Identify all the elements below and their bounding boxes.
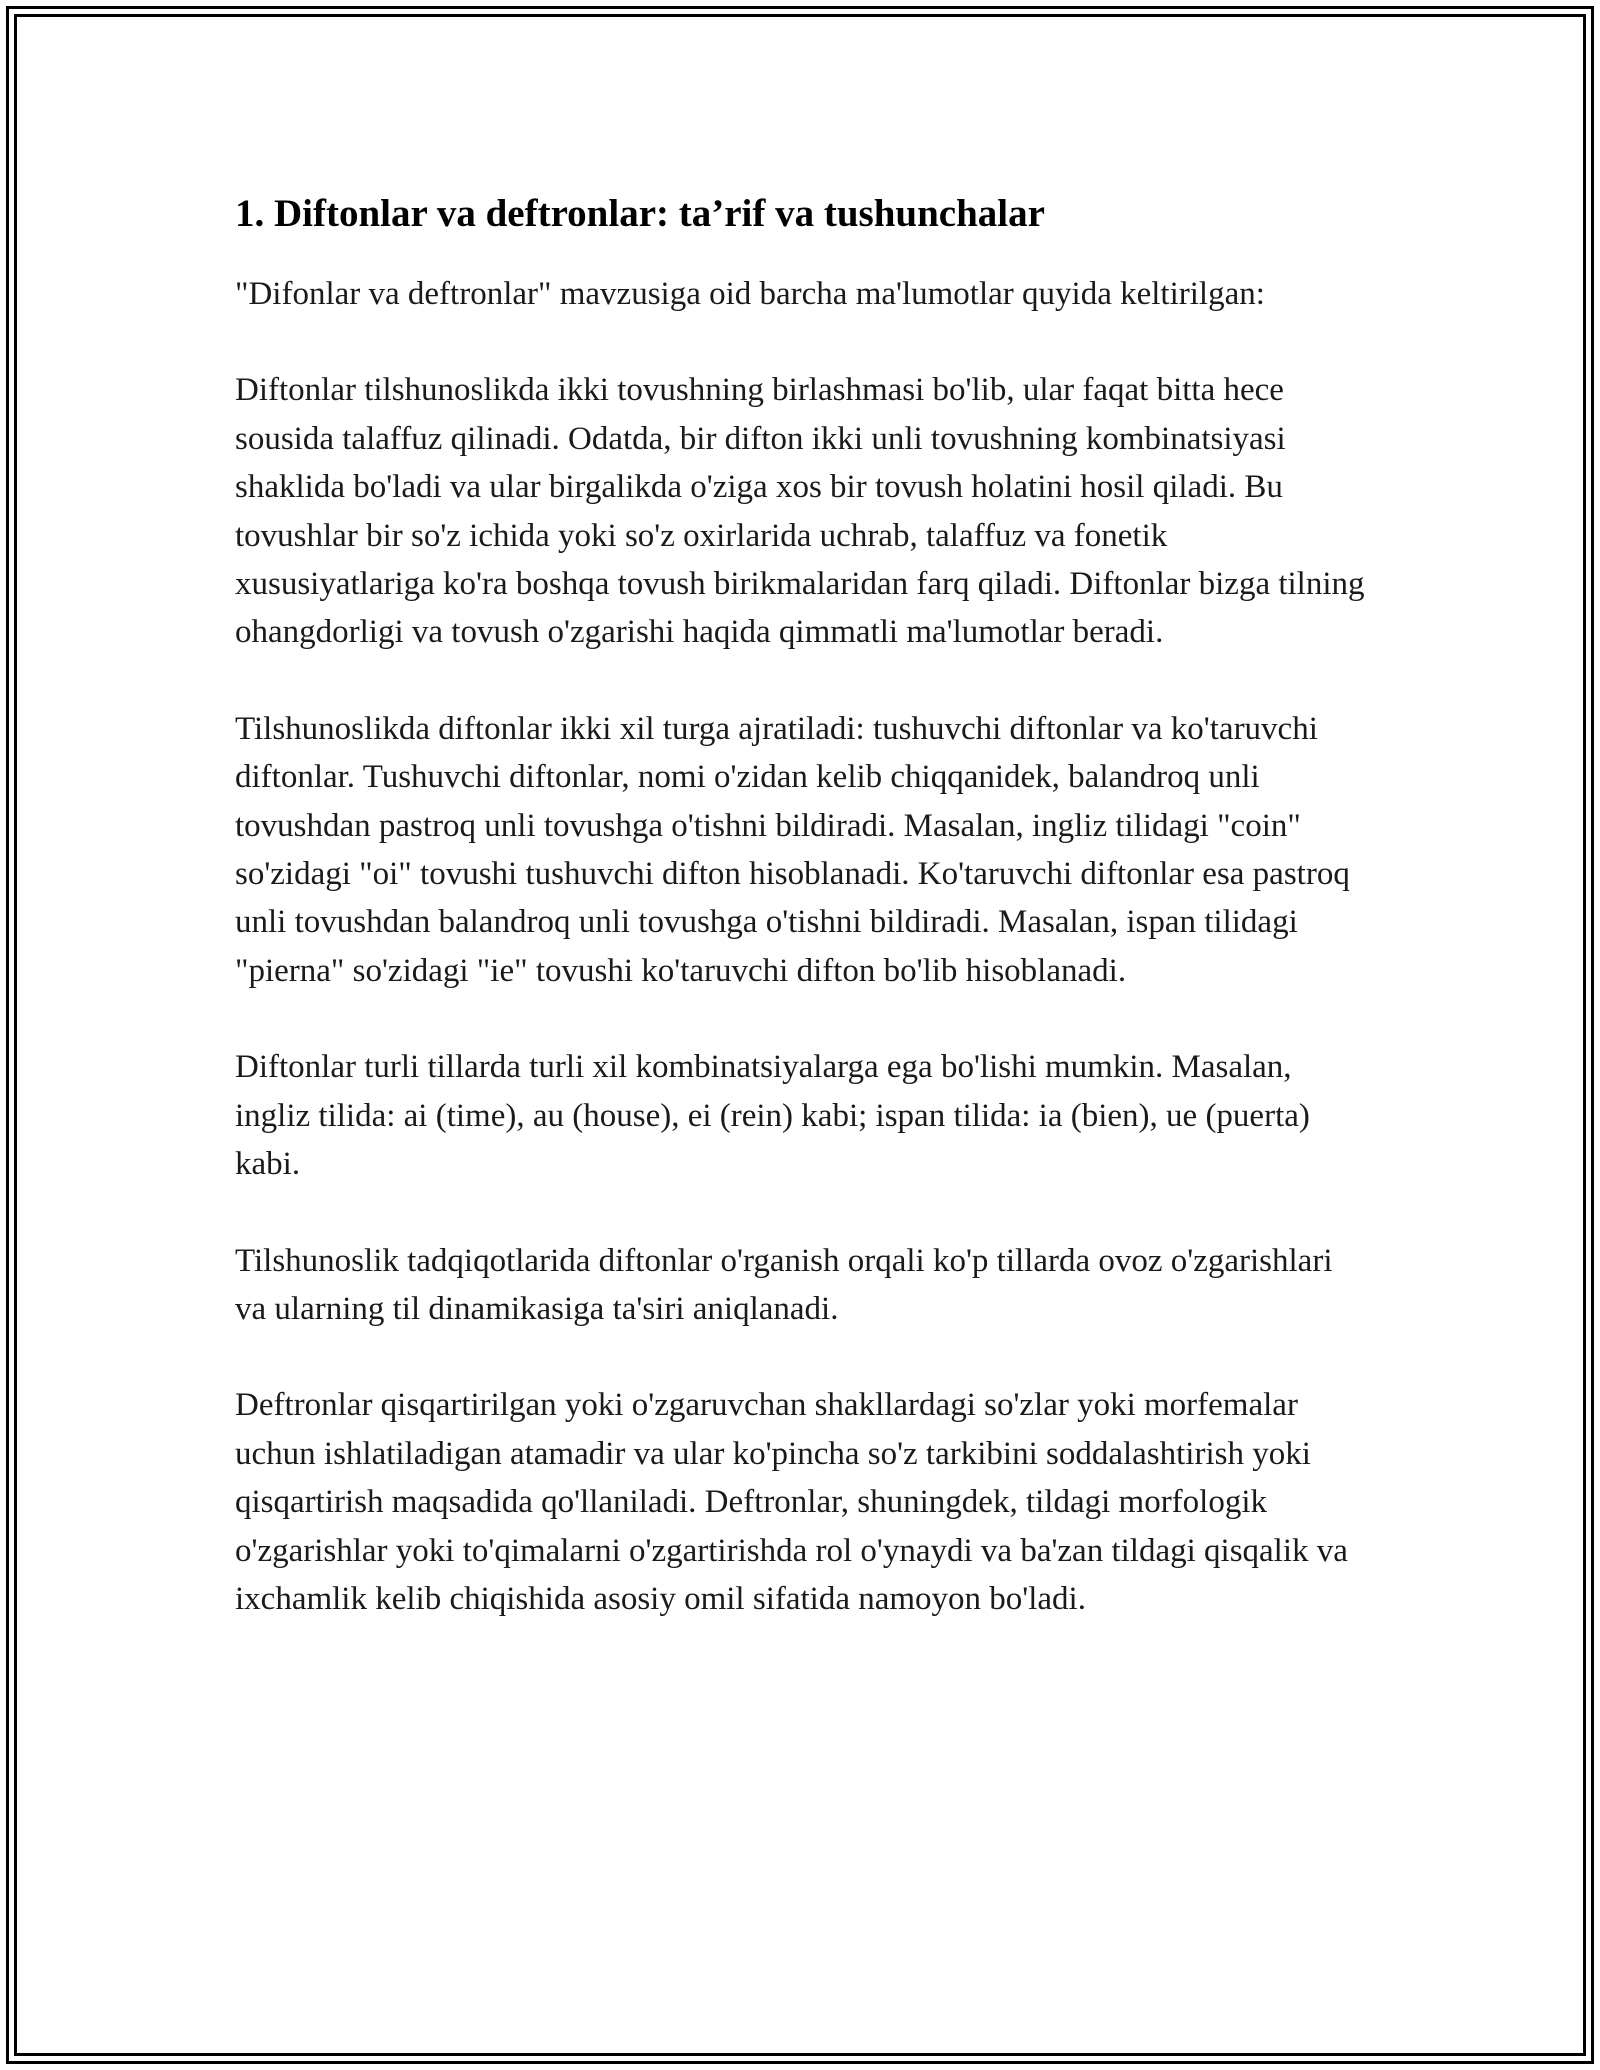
paragraph-diphthong-types: Tilshunoslikda diftonlar ikki xil turga ajratiladi: tushuvchi diftonlar va ko'taruvchi diftonlar. Tushuvchi diftonlar, nomi o'zidan kelib chiqqanidek, balandroq unli tovushdan pastroq unli tovushga o'tishni bildiradi. Masalan, ingliz tilidagi "coin" so'zidagi "oi" tovushi tushuvchi difton hisoblanadi. Ko'taruvchi diftonlar esa pastroq unli tovushdan balandroq unli tovushga o'tishni bildiradi. Masalan, ispan tilidagi "pierna" so'zidagi "ie" tovushi ko'taruvchi difton bo'lib hisoblanadi. xyxy=(235,710,1350,989)
section-heading: 1. Diftonlar va deftronlar: ta’rif va tushunchalar xyxy=(235,192,1045,235)
paragraph-diphthong-examples: Diftonlar turli tillarda turli xil kombinatsiyalarga ega bo'lishi mumkin. Masalan, ingliz tilida: ai (time), au (house), ei (rein) kabi; ispan tilida: ia (bien), ue (puerta) kabi. xyxy=(235,1049,1310,1183)
paragraph-intro: "Difonlar va deftronlar" mavzusiga oid barcha ma'lumotlar quyida keltirilgan: xyxy=(235,276,1265,312)
paragraph-diphthong-definition: Diftonlar tilshunoslikda ikki tovushning birlashmasi bo'lib, ular faqat bitta hece sousida talaffuz qilinadi. Odatda, bir difton ikki unli tovushning kombinatsiyasi shaklida bo'ladi va ular birgalikda o'ziga xos bir tovush holatini hosil qiladi. Bu tovushlar bir so'z ichida yoki so'z oxirlarida uchrab, talaffuz va fonetik xususiyatlariga ko'ra boshqa tovush birikmalaridan farq qiladi. Diftonlar bizga tilning ohangdorligi va tovush o'zgarishi haqida qimmatli ma'lumotlar beradi. xyxy=(235,372,1365,651)
paragraph-deftron-definition: Deftronlar qisqartirilgan yoki o'zgaruvchan shakllardagi so'zlar yoki morfemalar uchun ishlatiladigan atamadir va ular ko'pincha so'z tarkibini soddalashtirish yoki qisqartirish maqsadida qo'llaniladi. Deftronlar, shuningdek, tildagi morfologik o'zgarishlar yoki to'qimalarni o'zgartirishda rol o'ynaydi va ba'zan tildagi qisqalik va ixchamlik kelib chiqishida asosiy omil sifatida namoyon bo'ladi. xyxy=(235,1387,1348,1617)
paragraph-research: Tilshunoslik tadqiqotlarida diftonlar o'rganish orqali ko'p tillarda ovoz o'zgarishlari va ularning til dinamikasiga ta'siri aniqlanadi. xyxy=(235,1242,1333,1327)
document-body xyxy=(235,186,1370,1671)
